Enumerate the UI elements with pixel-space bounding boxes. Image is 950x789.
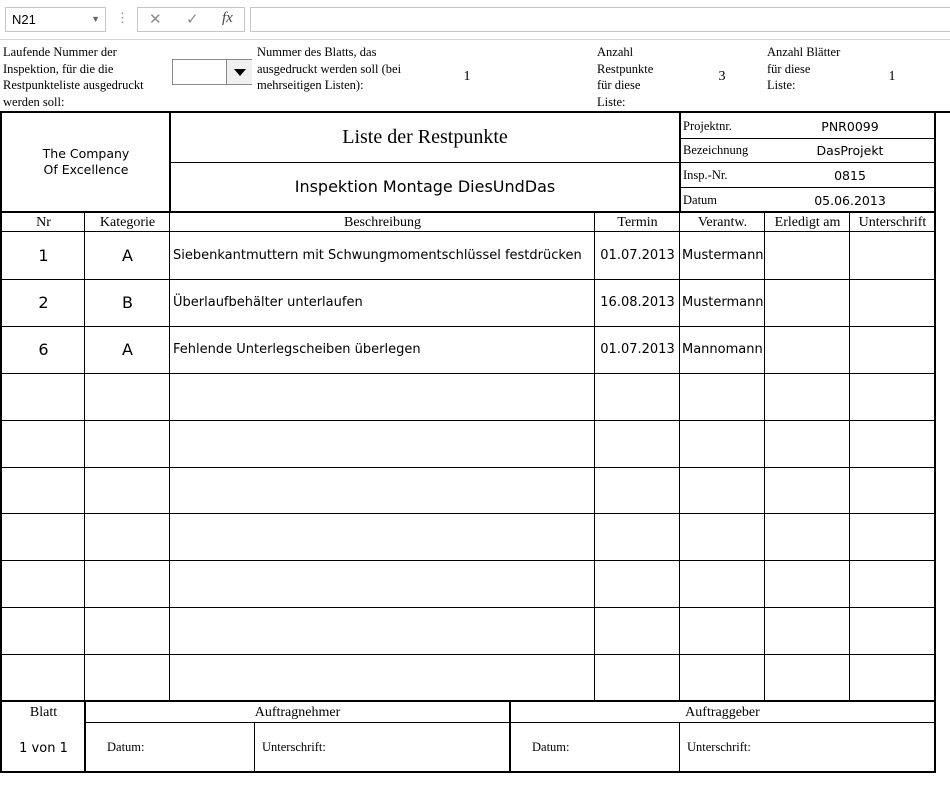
- auftraggeber-datum-label: Datum:: [532, 739, 570, 754]
- grid-line: [169, 111, 171, 211]
- datum-value: 05.06.2013: [814, 192, 886, 208]
- blatt-label-line: mehrseitigen Listen):: [257, 78, 364, 92]
- bl-label-line: für diese: [767, 61, 811, 76]
- cell-beschreibung[interactable]: [170, 420, 595, 467]
- lfd-label-line: werden soll:: [3, 94, 65, 109]
- bezeichnung-label: Bezeichnung: [683, 142, 749, 157]
- insp-nr-label: Insp.-Nr.: [683, 167, 728, 182]
- name-box[interactable]: [5, 7, 106, 32]
- cell-kategorie[interactable]: [85, 420, 170, 467]
- cell-erledigt[interactable]: [765, 513, 850, 560]
- cell-beschreibung[interactable]: [170, 513, 595, 560]
- cell-unterschrift[interactable]: [850, 654, 935, 701]
- company-name: [2, 113, 170, 211]
- cell-nr[interactable]: 1: [38, 245, 49, 265]
- cell-beschreibung[interactable]: [170, 607, 595, 654]
- formula-input[interactable]: [250, 7, 950, 32]
- rp-label-line: Liste:: [597, 94, 626, 109]
- bl-label-line: Liste:: [767, 78, 796, 92]
- name-box-value: N21: [12, 12, 36, 27]
- anzahl-restpunkte-value: 3: [718, 69, 726, 84]
- cell-kategorie[interactable]: [85, 654, 170, 701]
- grid-line: [0, 513, 935, 514]
- cell-termin[interactable]: [595, 654, 680, 701]
- grid-line: [84, 211, 85, 701]
- dropdown-arrow-button[interactable]: [226, 60, 252, 84]
- col-header-verantw: Verantw.: [697, 214, 748, 230]
- blatt-label-line: ausgedruckt werden soll (bei: [257, 61, 402, 76]
- col-header-nr: Nr: [36, 214, 51, 230]
- grid-line: [0, 607, 935, 608]
- cell-erledigt[interactable]: [765, 373, 850, 420]
- grid-line: [169, 211, 170, 701]
- cell-verantw[interactable]: Mustermann: [682, 294, 764, 310]
- grid-line: [0, 654, 935, 655]
- cell-kategorie[interactable]: [85, 560, 170, 607]
- blatt-label-line: Nummer des Blatts, das: [257, 45, 377, 59]
- blatt-nummer-value: 1: [463, 69, 471, 84]
- cell-beschreibung[interactable]: [170, 560, 595, 607]
- col-header-kategorie: Kategorie: [99, 214, 156, 230]
- cell-termin[interactable]: [595, 560, 680, 607]
- page-title: Liste der Restpunkte: [342, 126, 508, 148]
- cell-verantw[interactable]: [680, 467, 765, 514]
- chevron-down-icon[interactable]: ▼: [91, 14, 100, 24]
- anzahl-blaetter-label: [767, 44, 867, 94]
- insert-function-icon[interactable]: fx: [222, 10, 233, 26]
- company-line: The Company: [42, 146, 130, 161]
- projektnr-value: PNR0099: [821, 118, 879, 134]
- more-options-icon[interactable]: ⋮: [116, 10, 129, 25]
- cell-erledigt[interactable]: [765, 654, 850, 701]
- grid-line: [0, 700, 935, 702]
- grid-line: [509, 701, 511, 773]
- cell-termin[interactable]: [595, 607, 680, 654]
- cell-beschreibung[interactable]: Siebenkantmuttern mit Schwungmomentschlüssel festdrücken: [173, 247, 582, 263]
- grid-line: [0, 467, 935, 468]
- grid-line: [679, 111, 681, 211]
- lfd-label-line: Laufende Nummer der: [3, 45, 117, 59]
- formula-bar: [0, 0, 950, 40]
- cell-erledigt[interactable]: [765, 560, 850, 607]
- cell-unterschrift[interactable]: [850, 420, 935, 467]
- cell-unterschrift[interactable]: [850, 513, 935, 560]
- grid-line: [0, 326, 935, 327]
- lfd-label-line: Restpunkteliste ausgedruckt: [3, 78, 144, 92]
- grid-line: [680, 138, 935, 139]
- footer-blatt-value: 1 von 1: [19, 740, 68, 756]
- cell-kategorie[interactable]: A: [122, 245, 133, 265]
- grid-line: [0, 279, 935, 280]
- cell-unterschrift[interactable]: [850, 232, 935, 279]
- cell-termin[interactable]: [595, 513, 680, 560]
- grid-line: [254, 722, 255, 773]
- cell-verantw[interactable]: [680, 654, 765, 701]
- auftragnehmer-unterschrift-label: Unterschrift:: [262, 739, 326, 754]
- grid-line: [0, 373, 935, 374]
- grid-line: [0, 111, 2, 773]
- col-header-unterschrift: Unterschrift: [858, 214, 927, 230]
- col-header-erledigt: Erledigt am: [774, 214, 841, 230]
- cell-nr[interactable]: 6: [38, 339, 49, 359]
- cell-kategorie[interactable]: [85, 513, 170, 560]
- grid-line: [594, 211, 595, 701]
- cell-kategorie[interactable]: B: [122, 292, 133, 312]
- cell-nr[interactable]: [2, 607, 85, 654]
- rp-label-line: für diese: [597, 78, 641, 92]
- grid-line: [849, 211, 850, 701]
- grid-line: [0, 211, 935, 213]
- grid-line: [0, 231, 935, 232]
- grid-line: [84, 701, 86, 773]
- cell-nr[interactable]: [2, 467, 85, 514]
- grid-line: [680, 187, 935, 188]
- grid-line: [0, 771, 935, 773]
- grid-line: [170, 162, 680, 163]
- cell-unterschrift[interactable]: [850, 467, 935, 514]
- cell-verantw[interactable]: [680, 420, 765, 467]
- grid-line: [680, 162, 935, 163]
- cancel-icon[interactable]: ✕: [149, 11, 162, 28]
- cell-verantw[interactable]: [680, 560, 765, 607]
- insp-nr-value: 0815: [834, 167, 866, 183]
- cell-termin[interactable]: 16.08.2013: [600, 294, 675, 310]
- cell-termin[interactable]: [595, 467, 680, 514]
- cell-erledigt[interactable]: [765, 279, 850, 326]
- cell-erledigt[interactable]: [765, 467, 850, 514]
- cell-unterschrift[interactable]: [850, 326, 935, 373]
- cell-erledigt[interactable]: [765, 607, 850, 654]
- bezeichnung-value: DasProjekt: [816, 142, 884, 158]
- footer-blatt-label: Blatt: [29, 705, 58, 720]
- cell-nr[interactable]: [2, 420, 85, 467]
- auftraggeber-heading: Auftraggeber: [685, 704, 760, 720]
- rp-label-line: Restpunkte: [597, 61, 654, 76]
- cell-verantw[interactable]: [680, 373, 765, 420]
- cell-beschreibung[interactable]: [170, 654, 595, 701]
- cell-beschreibung[interactable]: Fehlende Unterlegscheiben überlegen: [173, 341, 421, 357]
- enter-icon[interactable]: ✓: [186, 11, 199, 28]
- cell-unterschrift[interactable]: [850, 279, 935, 326]
- page-subtitle: Inspektion Montage DiesUndDas: [294, 177, 556, 196]
- cell-beschreibung[interactable]: [170, 467, 595, 514]
- cell-kategorie[interactable]: [85, 607, 170, 654]
- grid-line: [764, 211, 765, 701]
- cell-termin[interactable]: [595, 373, 680, 420]
- grid-line: [0, 560, 935, 561]
- grid-line: [679, 211, 680, 701]
- company-line: Of Excellence: [43, 162, 129, 177]
- datum-label: Datum: [683, 192, 718, 207]
- chevron-down-icon: [234, 69, 246, 76]
- cell-verantw[interactable]: Mannomann: [682, 341, 763, 357]
- grid-line: [0, 420, 935, 421]
- cell-verantw[interactable]: [680, 607, 765, 654]
- cell-termin[interactable]: 01.07.2013: [600, 341, 675, 357]
- projektnr-label: Projektnr.: [683, 118, 732, 133]
- cell-verantw[interactable]: Mustermann: [682, 247, 764, 263]
- cell-nr[interactable]: [2, 654, 85, 701]
- anzahl-blaetter-value: 1: [888, 69, 896, 84]
- grid-line: [934, 111, 936, 773]
- lfd-nummer-label: [3, 44, 173, 110]
- cell-beschreibung[interactable]: [170, 373, 595, 420]
- auftraggeber-unterschrift-label: Unterschrift:: [687, 739, 751, 754]
- cell-nr[interactable]: 2: [38, 292, 49, 312]
- cell-erledigt[interactable]: [765, 326, 850, 373]
- bl-label-line: Anzahl Blätter: [767, 45, 841, 59]
- cell-verantw[interactable]: [680, 513, 765, 560]
- lfd-label-line: Inspektion, für die die: [3, 61, 114, 76]
- grid-line: [679, 722, 680, 773]
- grid-line: [0, 111, 950, 113]
- cell-termin[interactable]: [595, 420, 680, 467]
- blatt-nummer-label: [257, 44, 437, 94]
- cell-unterschrift[interactable]: [850, 607, 935, 654]
- cell-nr[interactable]: [2, 513, 85, 560]
- formula-buttons: [137, 7, 245, 32]
- auftragnehmer-heading: Auftragnehmer: [254, 704, 341, 720]
- cell-unterschrift[interactable]: [850, 560, 935, 607]
- anzahl-restpunkte-label: [597, 44, 687, 110]
- cell-termin[interactable]: 01.07.2013: [600, 247, 675, 263]
- cell-kategorie[interactable]: [85, 467, 170, 514]
- col-header-beschreibung: Beschreibung: [344, 214, 421, 230]
- cell-erledigt[interactable]: [765, 232, 850, 279]
- cell-kategorie[interactable]: A: [122, 339, 133, 359]
- cell-beschreibung[interactable]: Überlaufbehälter unterlaufen: [173, 294, 363, 310]
- cell-nr[interactable]: [2, 560, 85, 607]
- col-header-termin: Termin: [617, 214, 658, 230]
- auftragnehmer-datum-label: Datum:: [107, 739, 145, 754]
- cell-nr[interactable]: [2, 373, 85, 420]
- cell-kategorie[interactable]: [85, 373, 170, 420]
- cell-unterschrift[interactable]: [850, 373, 935, 420]
- cell-erledigt[interactable]: [765, 420, 850, 467]
- rp-label-line: Anzahl: [597, 45, 634, 59]
